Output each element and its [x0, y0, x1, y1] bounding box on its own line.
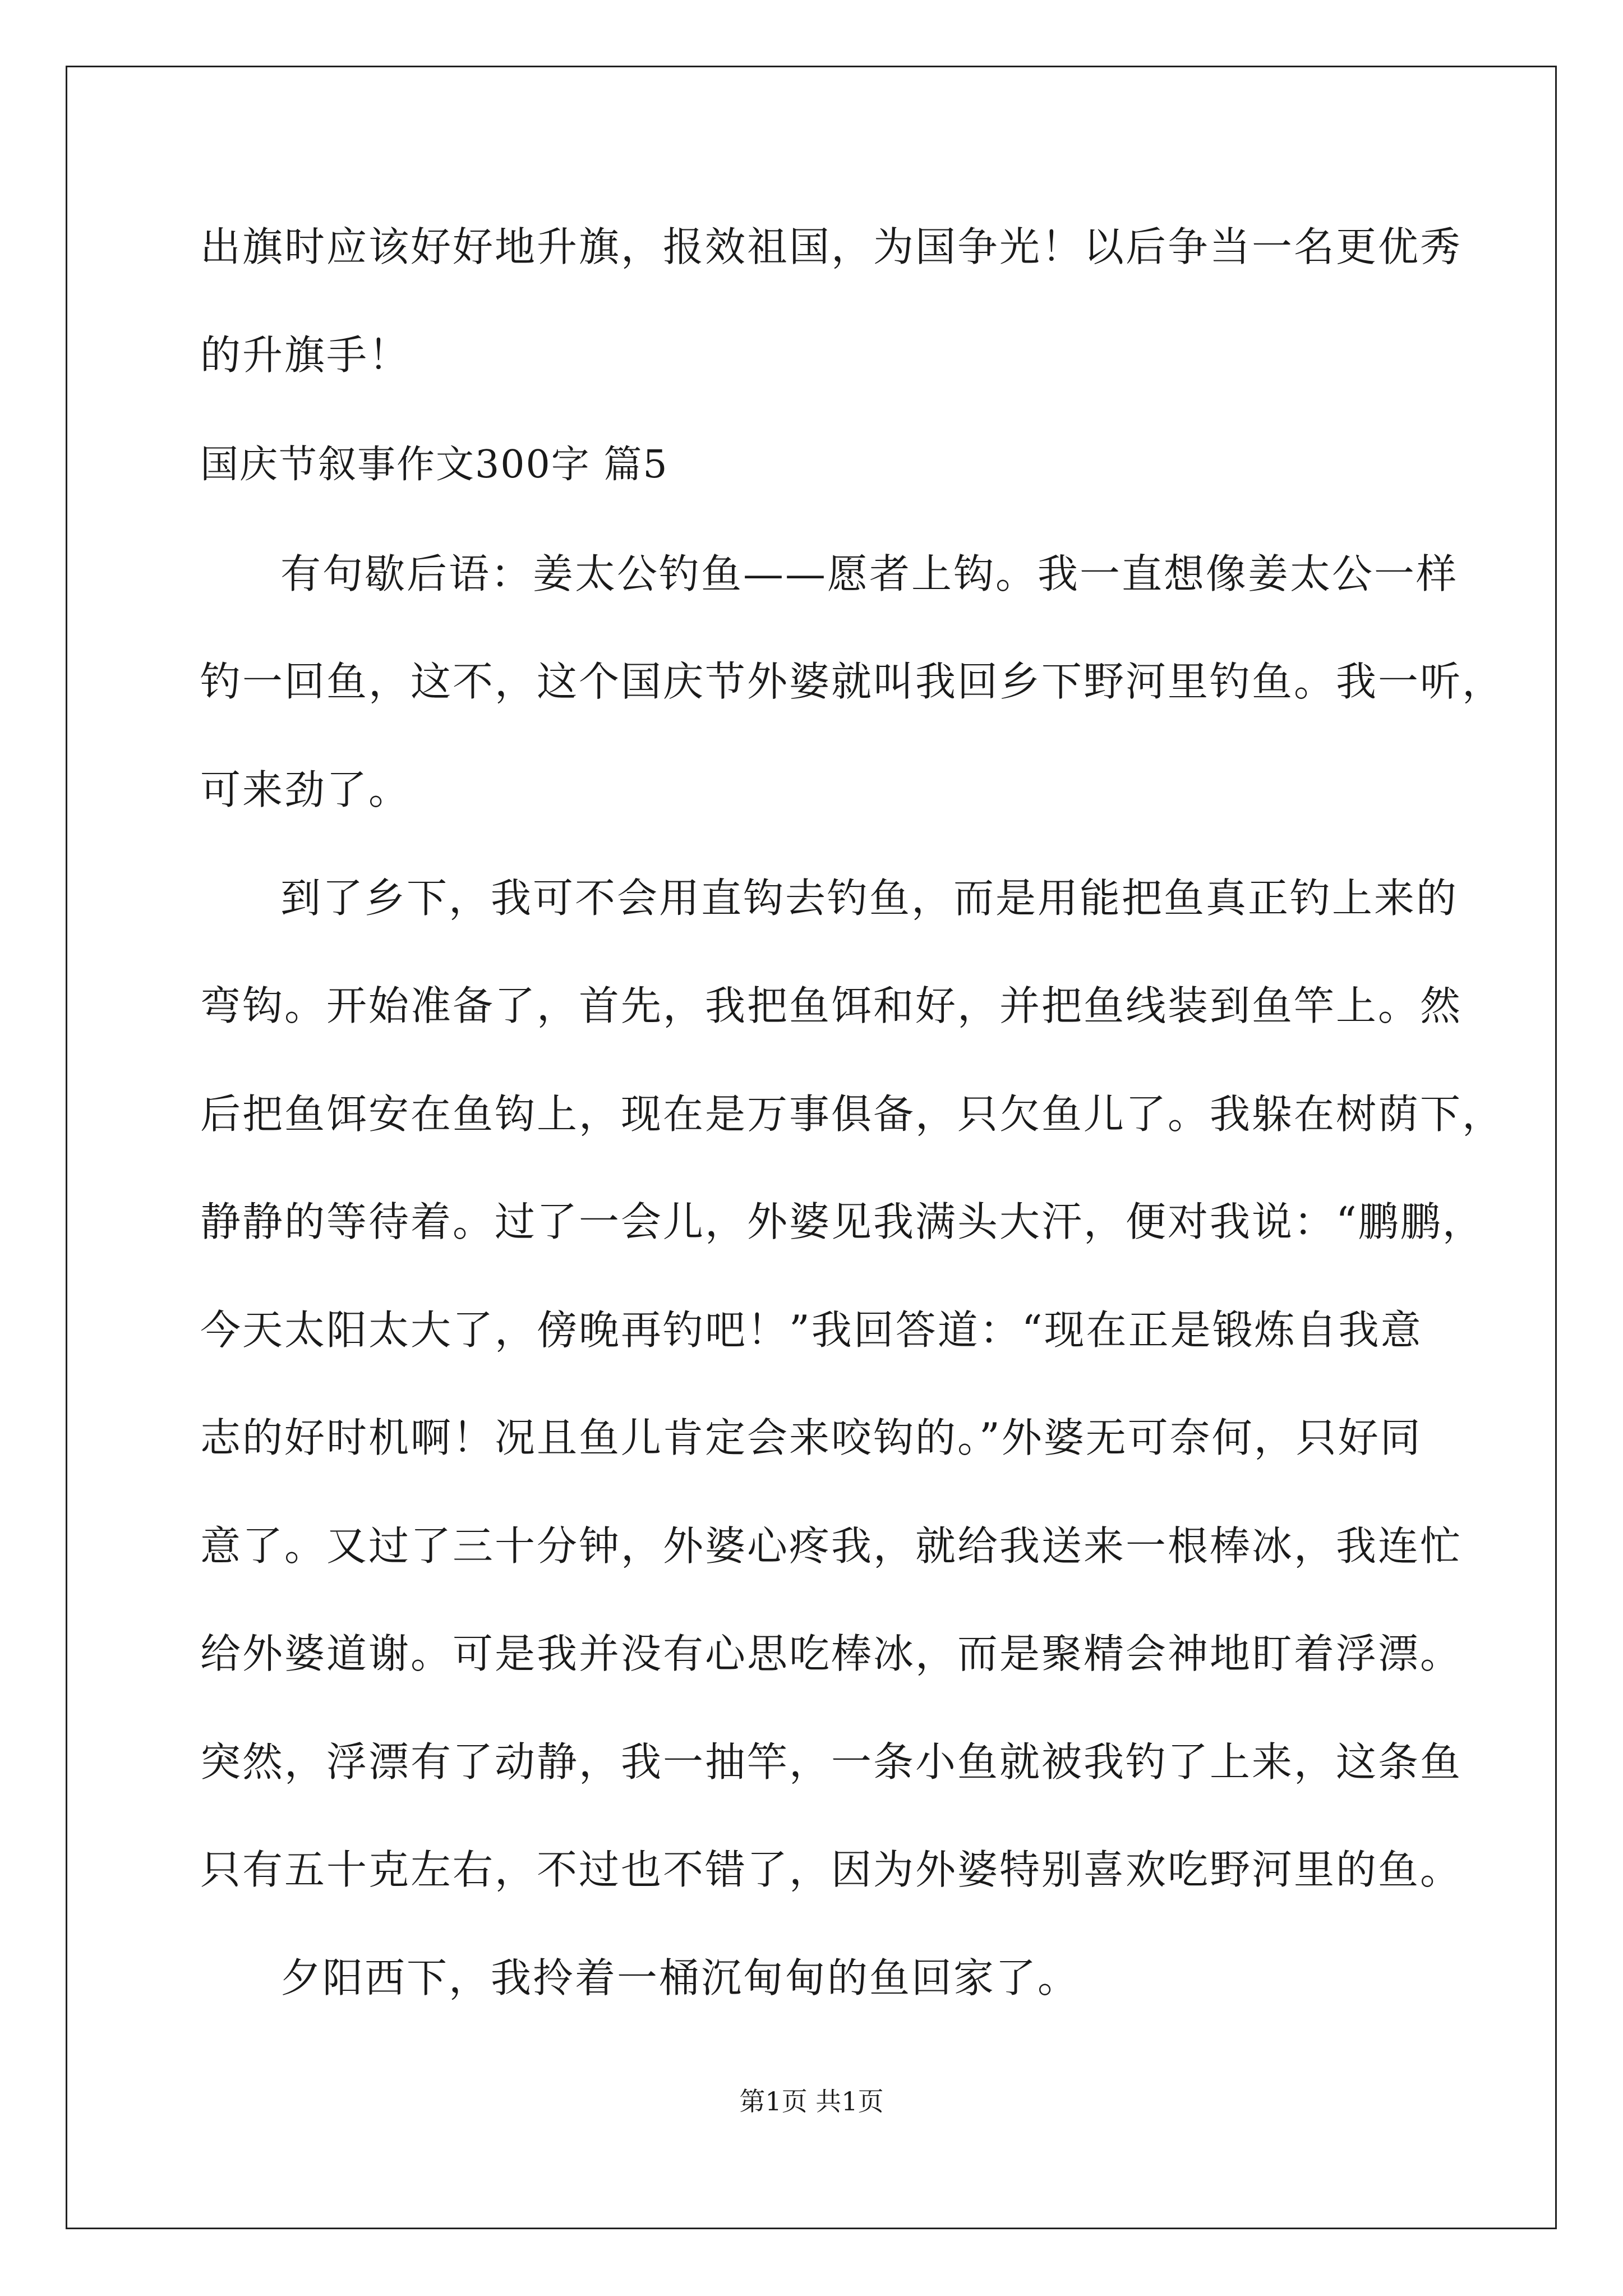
text-line: 的升旗手！: [200, 332, 411, 379]
page-number-footer: 第1页 共1页: [739, 2086, 884, 2116]
text-line: 有句歇后语：姜太公钓鱼——愿者上钩。我一直想像姜太公一样: [280, 550, 1459, 597]
text-line: 今天太阳太大了，傍晚再钓吧！”我回答道：“现在正是锻炼自我意: [200, 1306, 1423, 1354]
text-line: 钓一回鱼，这不，这个国庆节外婆就叫我回乡下野河里钓鱼。我一听，: [200, 658, 1505, 705]
text-line: 出旗时应该好好地升旗，报效祖国，为国争光！以后争当一名更优秀: [200, 223, 1463, 270]
text-line: 弯钩。开始准备了，首先，我把鱼饵和好，并把鱼线装到鱼竿上。然: [200, 982, 1463, 1029]
text-line: 只有五十克左右，不过也不错了，因为外婆特别喜欢吃野河里的鱼。: [200, 1846, 1463, 1893]
section-heading: 国庆节叙事作文300字 篇5: [200, 443, 668, 487]
text-line: 给外婆道谢。可是我并没有心思吃棒冰，而是聚精会神地盯着浮漂。: [200, 1630, 1463, 1677]
text-line: 意了。又过了三十分钟，外婆心疼我，就给我送来一根棒冰，我连忙: [200, 1522, 1463, 1570]
text-line: 到了乡下，我可不会用直钩去钓鱼，而是用能把鱼真正钓上来的: [280, 875, 1459, 922]
text-line: 后把鱼饵安在鱼钩上，现在是万事俱备，只欠鱼儿了。我躲在树荫下，: [200, 1091, 1505, 1138]
text-line: 突然，浮漂有了动静，我一抽竿，一条小鱼就被我钓了上来，这条鱼: [200, 1738, 1463, 1786]
page-border: [66, 66, 1557, 2229]
text-line: 可来劲了。: [200, 766, 411, 813]
text-line: 志的好时机啊！况且鱼儿肯定会来咬钩的。”外婆无可奈何，只好同: [200, 1414, 1422, 1461]
text-line: 静静的等待着。过了一会儿，外婆见我满头大汗，便对我说：“鹏鹏，: [200, 1198, 1484, 1245]
text-line: 夕阳西下，我拎着一桶沉甸甸的鱼回家了。: [280, 1954, 1080, 2001]
